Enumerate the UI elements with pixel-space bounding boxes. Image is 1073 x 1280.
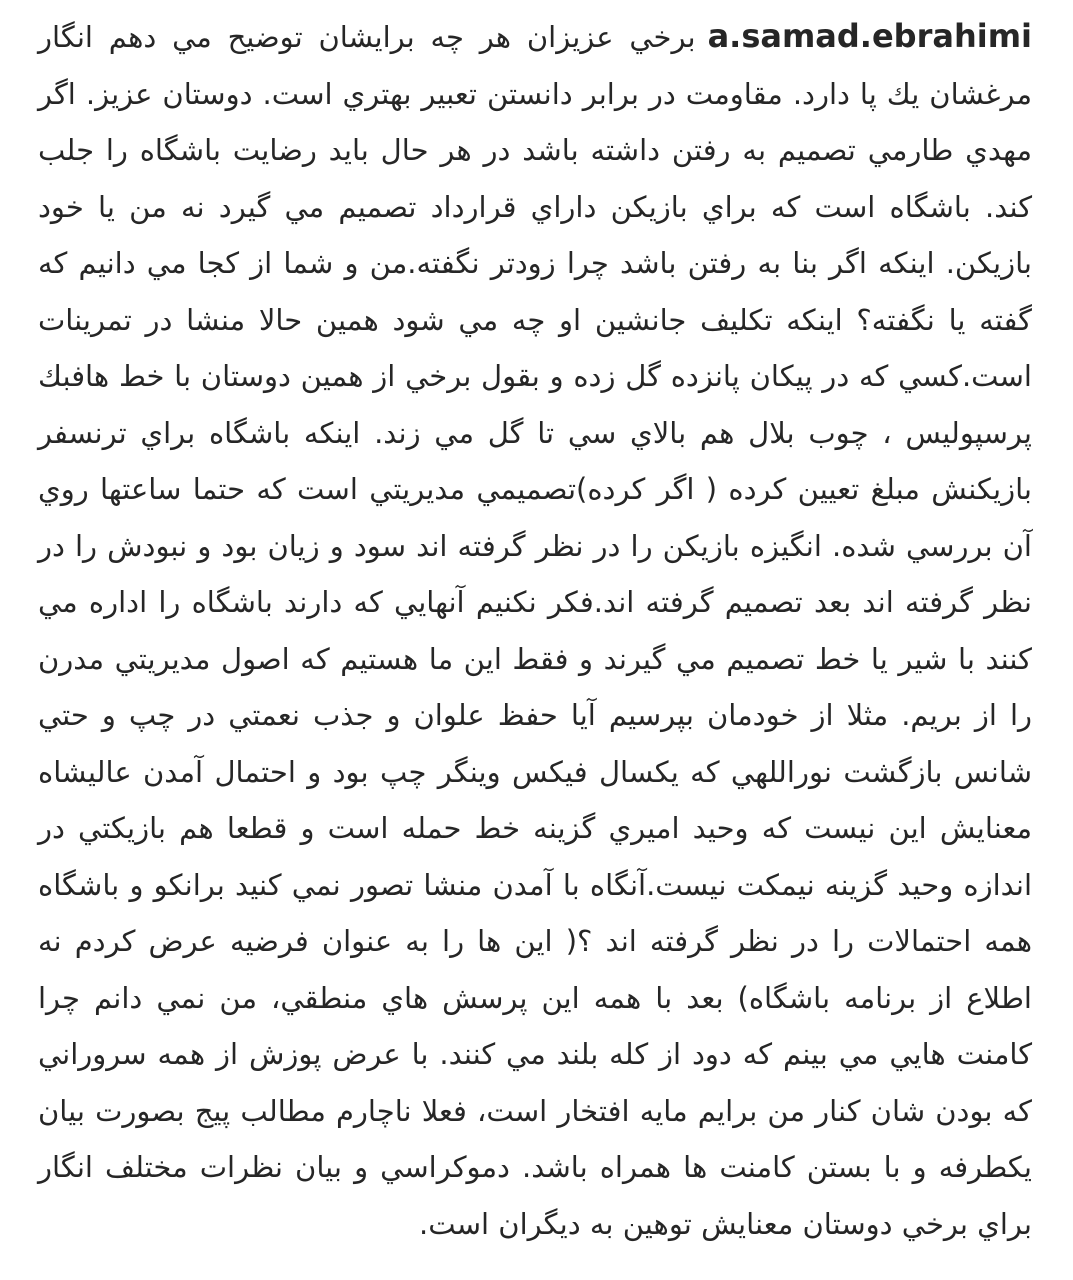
post-caption (38, 8, 1032, 1252)
caption-text: برخي عزيزان هر چه برايشان توضيح مي دهم انگار مرغشان يك پا دارد. مقاومت در برابر دانستن تعبير بهتري است. دوستان عزيز. اگر مهدي طارمي تصميم به رفتن داشته باشد در هر حال بايد رضايت باشگاه را جلب كند. باشگاه است كه براي بازيكن داراي قرارداد تصميم مي گيرد نه من يا خود بازيكن. اينكه اگر بنا به رفتن باشد چرا زودتر نگفته.من و شما از كجا مي دانيم كه گفته يا نگفته؟ اينكه تكليف جانشين او چه مي شود همين حالا منشا در تمرينات است.كسي كه در پيكان پانزده گل زده و بقول برخي از همين دوستان با خط هافبك پرسپوليس ، چوب بلال هم بالاي سي تا گل مي زند. اينكه باشگاه براي ترنسفر بازيكنش مبلغ تعيين كرده ( اگر كرده)تصميمي مديريتي است كه حتما ساعتها روي آن بررسي شده. انگيزه بازيكن را در نظر گرفته اند سود و زيان بود و نبودش را در نظر گرفته اند بعد تصميم گرفته اند.فكر نكنيم آنهايي كه دارند باشگاه را اداره مي كنند با شير يا خط تصميم مي گيرند و فقط اين ما هستيم كه اصول مديريتي مدرن را از بريم. مثلا از خودمان بپرسيم آيا حفظ علوان و جذب نعمتي در چپ و حتي شانس بازگشت نوراللهي كه يكسال فيكس وينگر چپ بود و احتمال آمدن عاليشاه معنايش اين نيست كه وحيد اميري گزينه خط حمله است و قطعا هم بازيكتي در اندازه وحيد گزينه نيمكت نيست.آنگاه با آمدن منشا تصور نمي كنيد برانكو و باشگاه همه احتمالات را در نظر گرفته اند ؟( اين ها را به عنوان فرضيه عرض كردم نه اطلاع از برنامه باشگاه) بعد با همه اين پرسش هاي منطقي، من نمي دانم چرا كامنت هايي مي بينم كه دود از كله بلند مي كنند. با عرض پوزش از همه سروراني كه بودن شان كنار من برايم مايه افتخار است، فعلا ناچارم مطالب پيج بصورت بيان يكطرفه و با بستن كامنت ها همراه باشد. دموكراسي و بيان نظرات مختلف انگار براي برخي دوستان معنايش توهين به ديگران است. (38, 20, 1032, 1241)
username-link[interactable]: a.samad.ebrahimi (707, 17, 1032, 55)
